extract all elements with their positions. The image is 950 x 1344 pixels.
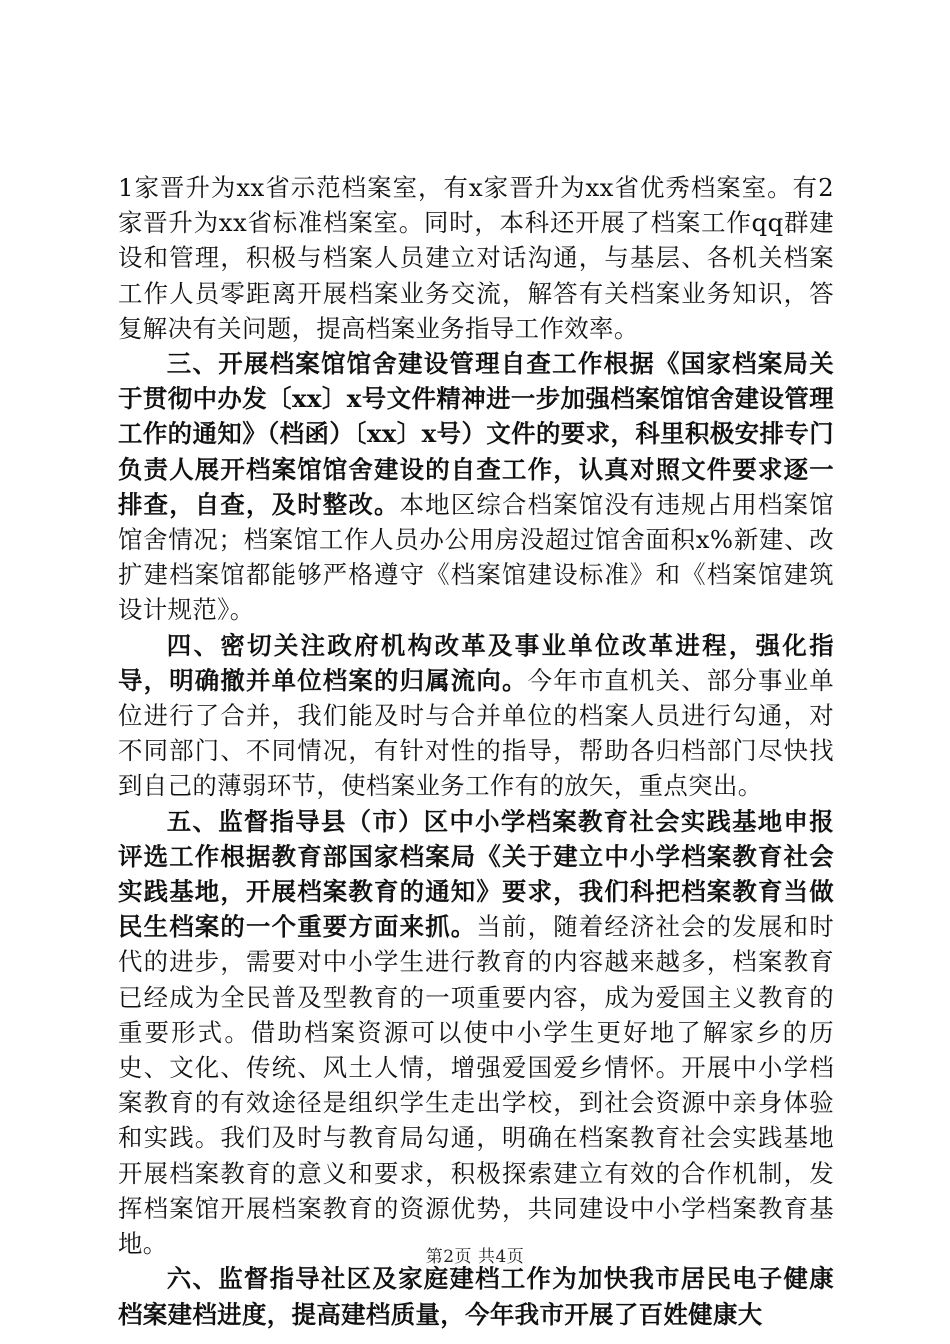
paragraph-body: 1家晋升为xx省示范档案室，有x家晋升为xx省优秀档案室。有2家晋升为xx省标准档案室。同时，本科还开展了档案工作qq群建设和管理，积极与档案人员建立对话沟通，与基层、各机关档案工作人员零距离开展档案业务交流，解答有关档案业务知识，答复解决有关问题，提高档案业务指导工作效率。 xyxy=(118,173,834,343)
section-6-paragraph xyxy=(118,1261,834,1331)
document-page xyxy=(118,170,834,1332)
section-4-heading: 四、密切关注政府机构改革及事业单位改革进程，强化指导，明确撤并单位档案的归属流向。 xyxy=(118,630,834,695)
section-3-heading: 三、开展档案馆馆舍建设管理自查工作根据《国家档案局关于贯彻中办发〔xx〕x号文件精神进一步加强档案馆馆舍建设管理工作的通知》（档函）〔xx〕x号）文件的要求，科里积极安排专门负责人展开档案馆馆舍建设的自查工作，认真对照文件要求逐一排查，自查，及时整改。 xyxy=(118,349,834,519)
section-4-body: 今年市直机关、部分事业单位进行了合并，我们能及时与合并单位的档案人员进行勾通，对不同部门、不同情况，有针对性的指导，帮助各归档部门尽快找到自己的薄弱环节，使档案业务工作有的放矢，重点突出。 xyxy=(118,665,834,801)
page-footer: 第2页 共4页 xyxy=(425,1247,525,1267)
paragraph-continued xyxy=(118,170,834,346)
section-4-paragraph xyxy=(118,628,834,804)
section-5-body: 当前，随着经济社会的发展和时代的进步，需要对中小学生进行教育的内容越来越多，档案教育已经成为全民普及型教育的一项重要内容，成为爱国主义教育的重要形式。借助档案资源可以使中小学生更好地了解家乡的历史、文化、传统、风土人情，增强爱国爱乡情怀。开展中小学档案教育的有效途径是组织学生走出学校，到社会资源中亲身体验和实践。我们及时与教育局勾通，明确在档案教育社会实践基地开展档案教育的意义和要求，积极探索建立有效的合作机制，发挥档案馆开展档案教育的资源优势，共同建设中小学档案教育基地。 xyxy=(118,912,834,1259)
section-5-paragraph xyxy=(118,804,834,1262)
section-5-heading: 五、监督指导县（市）区中小学档案教育社会实践基地申报评选工作根据教育部国家档案局《关于建立中小学档案教育社会实践基地，开展档案教育的通知》要求，我们科把档案教育当做民生档案的一个重要方面来抓。 xyxy=(118,806,834,942)
section-3-paragraph xyxy=(118,346,834,628)
section-3-body: 本地区综合档案馆没有违规占用档案馆馆舍情况；档案馆工作人员办公用房没超过馆舍面积x%新建、改扩建档案馆都能够严格遵守《档案馆建设标准》和《档案馆建筑设计规范》。 xyxy=(118,489,834,625)
section-6-heading: 六、监督指导社区及家庭建档工作为加快我市居民电子健康档案建档进度，提高建档质量，今年我市开展了百姓健康大 xyxy=(118,1264,834,1329)
